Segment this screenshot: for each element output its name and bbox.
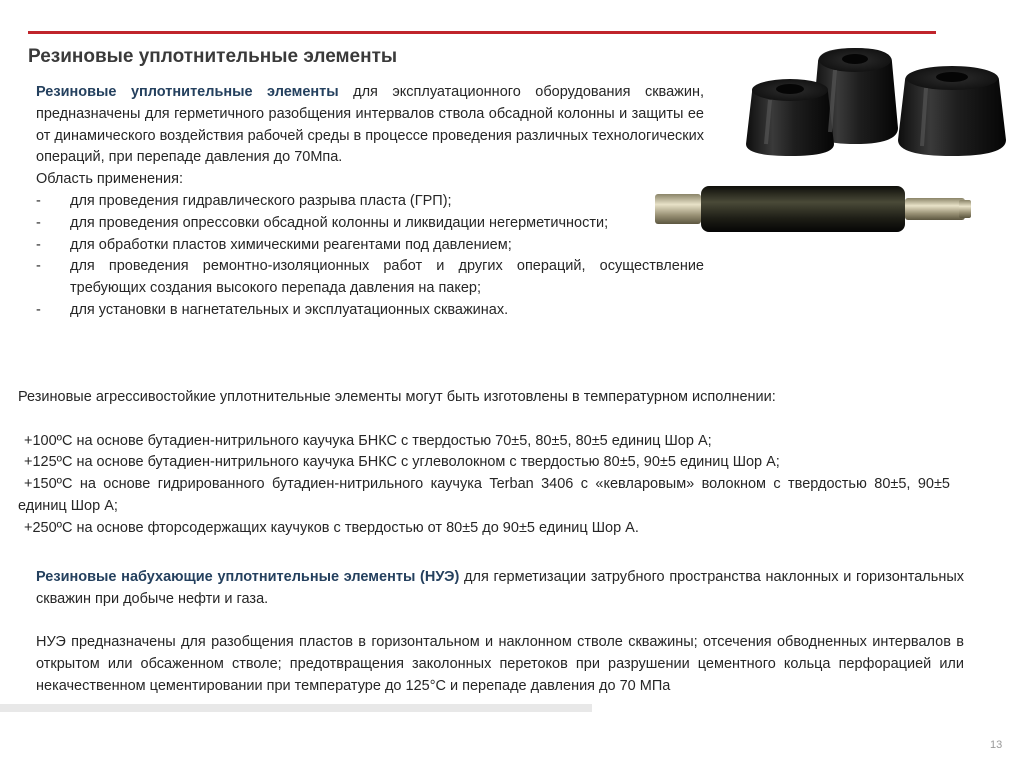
nue-description: НУЭ предназначены для разобщения пластов в горизонтальном и наклонном стволе скважины; отсечения обводненных интервалов в открытом или обсаженном стволе; предотвращения заколонных перетоков при разрушении цементного кольца перфорацией или некачественном цементировании при температуре до 125°С и перепаде давления до 70 МПа	[36, 634, 964, 694]
intro-lead: Резиновые уплотнительные элементы	[36, 84, 339, 100]
nue-block	[36, 567, 964, 698]
list-item-text: для проведения ремонтно-изоляционных работ и других операций, осуществление требующих создания высокого перепада давления на пакер;	[70, 258, 704, 297]
list-item: - для обработки пластов химическими реагентами под давлением;	[36, 236, 512, 253]
applications-list	[36, 191, 704, 322]
temperature-block	[18, 387, 950, 540]
temperature-list	[18, 431, 950, 540]
list-item: +100ºС на основе бутадиен-нитрильного каучука БНКС с твердостью 70±5, 80±5, 80±5 единиц Шор А;	[24, 432, 712, 449]
list-item: - для проведения гидравлического разрыва пласта (ГРП);	[36, 192, 452, 209]
list-item: - для проведения опрессовки обсадной колонны и ликвидации негерметичности;	[36, 214, 609, 231]
list-item: - для проведения ремонтно-изоляционных работ и других операций, осуществление требующих создания высокого перепада давления на пакер;	[36, 258, 704, 297]
footer-divider	[0, 704, 592, 712]
nue-paragraph	[36, 567, 964, 611]
list-item-text: для проведения гидравлического разрыва пласта (ГРП);	[70, 192, 452, 209]
rubber-cuffs-image	[740, 40, 1010, 158]
list-item-text: для обработки пластов химическими реагентами под давлением;	[70, 236, 512, 253]
intro-text: для эксплуатационного оборудования скважин, предназначены для герметичного разобщения интервалов ствола обсадной колонны и защиты ее от динамического воздействия рабочей среды в процессе проведения различных технологических операций, при перепаде давления до 70Мпа.	[36, 84, 704, 166]
list-item: +125ºС на основе бутадиен-нитрильного каучука БНКС с углеволокном с твердостью 80±5, 90±5 единиц Шор А;	[24, 454, 780, 471]
list-item-text: для проведения опрессовки обсадной колонны и ликвидации негерметичности;	[70, 214, 609, 231]
title-accent-line	[28, 31, 936, 34]
list-item: +250ºС на основе фторсодержащих каучуков с твердостью от 80±5 до 90±5 единиц Шор А.	[24, 519, 639, 536]
nue-lead: Резиновые набухающие уплотнительные элементы (НУЭ)	[36, 569, 460, 585]
nue-text: для герметизации затрубного пространства наклонных и горизонтальных скважин при добыче нефти и газа.	[36, 569, 964, 607]
list-item: - для установки в нагнетательных и эксплуатационных скважинах.	[36, 301, 509, 318]
intro-block	[36, 82, 704, 322]
list-item-text: для установки в нагнетательных и эксплуатационных скважинах.	[70, 301, 509, 318]
temperature-heading: Резиновые агрессивостойкие уплотнительные элементы могут быть изготовлены в температурном исполнении:	[18, 389, 776, 405]
slide-title: Резиновые уплотнительные элементы	[28, 46, 398, 67]
applications-label: Область применения:	[36, 171, 184, 188]
list-item: +150ºС на основе гидрированного бутадиен-нитрильного каучука Terban 3406 с «кевларовым» волокном с твердостью 80±5, 90±5 единиц Шор А;	[18, 476, 950, 514]
intro-paragraph	[36, 82, 704, 169]
page-number: 13	[990, 739, 1003, 751]
